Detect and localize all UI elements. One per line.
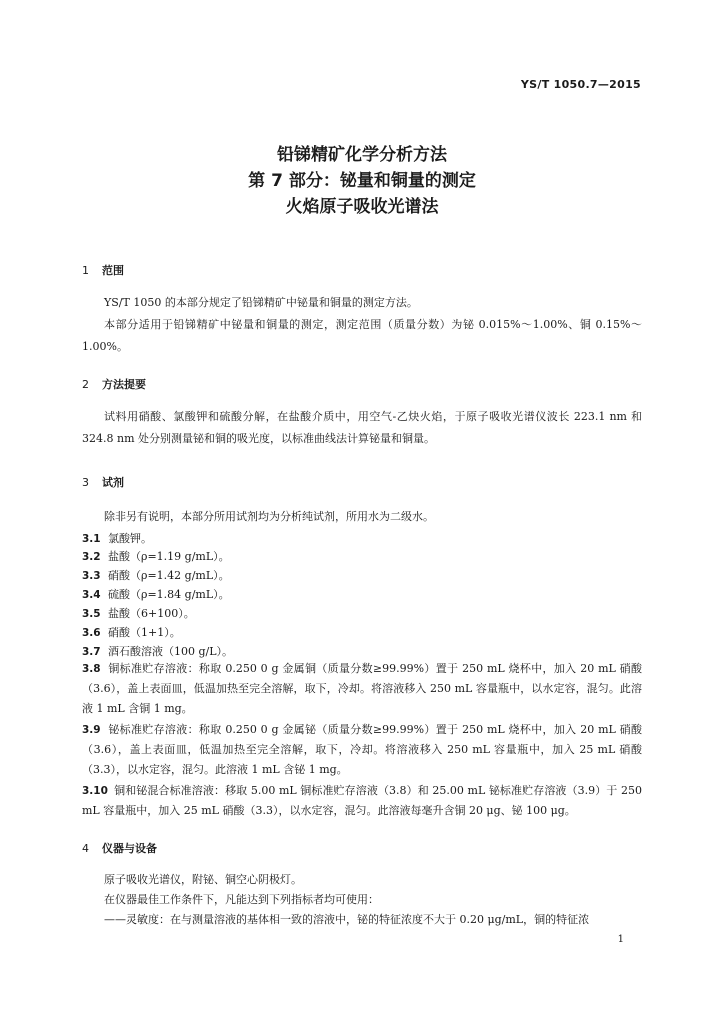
- reagent-item: 3.9 铋标准贮存溶液：称取 0.250 0 g 金属铋（质量分数≥99.99%）置于 250 mL 烧杯中，加入 20 mL 硝酸（3.6），盖上表面皿，低温加热至完全溶解，取下，冷却。将溶液移入 250 mL 容量瓶中，加入 25 mL 硝酸（3.3），以水定容，混匀。此溶液 1 mL 含铋 1 mg。: [82, 723, 642, 776]
- reagent-item: 3.8 铜标准贮存溶液：称取 0.250 0 g 金属铜（质量分数≥99.99%）置于 250 mL 烧杯中，加入 20 mL 硝酸（3.6），盖上表面皿，低温加热至完全溶解，取下，冷却。将溶液移入 250 mL 容量瓶中，以水定容，混匀。此溶液 1 mL 含铜 1 mg。: [82, 662, 642, 715]
- reagent-item: 3.1 氯酸钾。: [82, 532, 152, 545]
- reagent-item: 3.5 盐酸（6+100）。: [82, 607, 195, 620]
- section-1-paragraph-2: 本部分适用于铅锑精矿中铋量和铜量的测定，测定范围（质量分数）为铋 0.015%～1.00%、铜 0.15%～1.00%。: [82, 318, 642, 353]
- document-title-line-2: 第 7 部分：铋量和铜量的测定: [248, 171, 476, 191]
- section-2-heading: [82, 376, 146, 392]
- section-title: 范围: [102, 264, 124, 277]
- reagent-item: 3.3 硝酸（ρ=1.42 g/mL）。: [82, 569, 230, 582]
- document-title-line-3: 火焰原子吸收光谱法: [285, 197, 439, 217]
- section-number: 3: [82, 476, 89, 489]
- section-number: 1: [82, 264, 89, 277]
- section-number: 2: [82, 378, 89, 391]
- section-2-paragraph-1: 试料用硝酸、氯酸钾和硫酸分解，在盐酸介质中，用空气-乙炔火焰，于原子吸收光谱仪波长 223.1 nm 和 324.8 nm 处分别测量铋和铜的吸光度，以标准曲线法计算铋量和铜量。: [82, 410, 642, 445]
- reagent-item: 3.6 硝酸（1+1）。: [82, 626, 181, 639]
- reagent-item: 3.10 铜和铋混合标准溶液：移取 5.00 mL 铜标准贮存溶液（3.8）和 25.00 mL 铋标准贮存溶液（3.9）于 250 mL 容量瓶中，加入 25 mL 硝酸（3.3），以水定容，混匀。此溶液每毫升含铜 20 μg、铋 100 μg。: [82, 784, 642, 817]
- reagent-item: 3.2 盐酸（ρ=1.19 g/mL）。: [82, 550, 230, 563]
- standard-number: YS/T 1050.7—2015: [520, 78, 641, 91]
- reagent-item: 3.7 酒石酸溶液（100 g/L）。: [82, 645, 234, 658]
- section-1-heading: [82, 262, 124, 278]
- section-3-heading: [82, 474, 124, 490]
- page-number: 1: [617, 934, 624, 945]
- section-title: 方法提要: [102, 378, 146, 391]
- section-4-heading: [82, 840, 157, 856]
- section-title: 试剂: [102, 476, 124, 489]
- section-title: 仪器与设备: [102, 842, 157, 855]
- section-3-intro: 除非另有说明，本部分所用试剂均为分析纯试剂，所用水为二级水。: [104, 510, 434, 523]
- reagent-item: 3.4 硫酸（ρ=1.84 g/mL）。: [82, 588, 230, 601]
- section-4-paragraph-3: ——灵敏度：在与测量溶液的基体相一致的溶液中，铋的特征浓度不大于 0.20 μg/mL，铜的特征浓: [104, 913, 590, 926]
- section-4-paragraph-2: 在仪器最佳工作条件下，凡能达到下列指标者均可使用：: [104, 893, 379, 906]
- section-1-paragraph-1: YS/T 1050 的本部分规定了铅锑精矿中铋量和铜量的测定方法。: [104, 296, 418, 309]
- section-4-paragraph-1: 原子吸收光谱仪，附铋、铜空心阴极灯。: [104, 873, 302, 886]
- section-number: 4: [82, 842, 89, 855]
- document-title-line-1: 铅锑精矿化学分析方法: [277, 145, 447, 165]
